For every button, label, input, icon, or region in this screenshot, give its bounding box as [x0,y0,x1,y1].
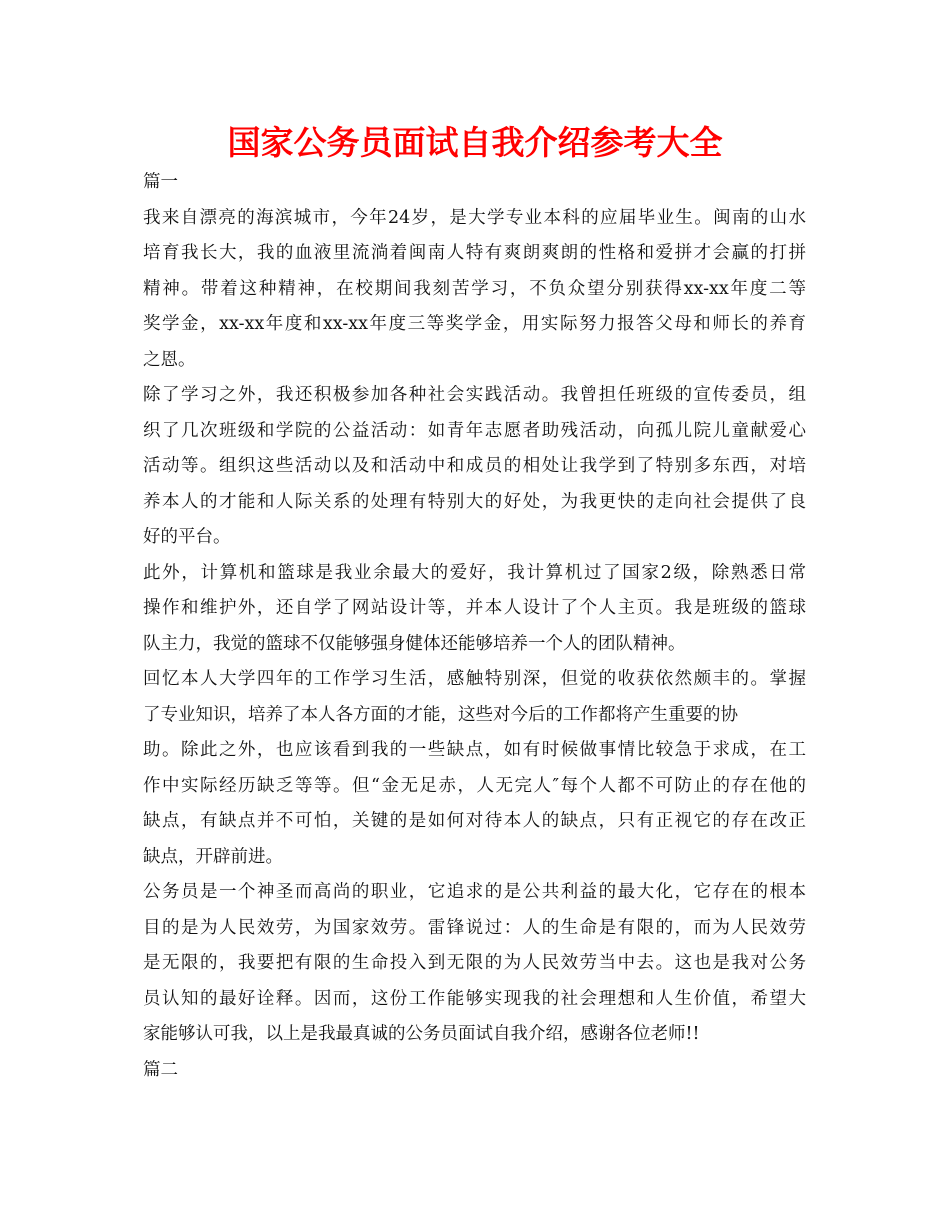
text-line-17: 作中实际经历缺乏等等。但“金无足赤，人无完人″每个人都不可防止的存在他的 [143,775,806,796]
section-heading-2: 篇二 [143,1059,178,1080]
text-line-1: 我来自漂亮的海滨城市，今年24岁，是大学专业本科的应届毕业生。闽南的山水 [143,207,806,228]
text-line-18: 缺点，有缺点并不可怕，关键的是如何对待本人的缺点，只有正视它的存在改正 [143,811,806,831]
text-line-20: 公务员是一个神圣而高尚的职业，它追求的是公共利益的最大化，它存在的根本 [143,882,806,902]
text-line-23: 员认知的最好诠释。因而，这份工作能够实现我的社会理想和人生价值，希望大 [143,988,806,1009]
text-line-11: 此外，计算机和篮球是我业余最大的爱好，我计算机过了国家2级，除熟悉日常 [143,562,806,583]
text-line-4: 奖学金，xx-xx年度和xx-xx年度三等奖学金，用实际努力报答父母和师长的养育 [143,314,806,334]
document-title: 国家公务员面试自我介绍参考大全 [227,123,723,162]
text-line-13: 队主力，我觉的篮球不仅能够强身健体还能够培养一个人的团队精神。 [143,633,686,654]
text-line-2: 培育我长大，我的血液里流淌着闽南人特有爽朗爽朗的性格和爱拼才会赢的打拼 [143,243,806,263]
text-line-15: 了专业知识，培养了本人各方面的才能，这些对今后的工作都将产生重要的协 [143,704,738,725]
document-body [143,165,806,1088]
text-line-10: 好的平台。 [143,527,231,547]
text-line-22: 是无限的，我要把有限的生命投入到无限的为人民效劳当中去。这也是我对公务 [143,953,806,973]
text-line-19: 缺点，开辟前进。 [143,846,283,867]
text-line-12: 操作和维护外，还自学了网站设计等，并本人设计了个人主页。我是班级的篮球 [143,598,806,618]
text-line-8: 活动等。组织这些活动以及和活动中和成员的相处让我学到了特别多东西，对培 [143,456,806,476]
section-heading-1: 篇一 [143,172,178,192]
text-line-6: 除了学习之外，我还积极参加各种社会实践活动。我曾担任班级的宣传委员，组 [143,385,806,405]
text-line-9: 养本人的才能和人际关系的处理有特别大的好处，为我更快的走向社会提供了良 [143,491,806,512]
text-line-3: 精神。带着这种精神，在校期间我刻苦学习，不负众望分别获得xx-xx年度二等 [143,278,806,299]
text-line-5: 之恩。 [143,349,196,370]
text-line-16: 助。除此之外，也应该看到我的一些缺点，如有时候做事情比较急于求成，在工 [143,740,806,760]
text-line-21: 目的是为人民效劳，为国家效劳。雷锋说过：人的生命是有限的，而为人民效劳 [143,917,806,938]
text-line-24: 家能够认可我，以上是我最真诚的公务员面试自我介绍，感谢各位老师!! [143,1024,700,1044]
text-line-14: 回忆本人大学四年的工作学习生活，感触特别深，但觉的收获依然颇丰的。掌握 [143,669,806,689]
text-line-7: 织了几次班级和学院的公益活动：如青年志愿者助残活动，向孤儿院儿童献爱心 [143,420,806,441]
